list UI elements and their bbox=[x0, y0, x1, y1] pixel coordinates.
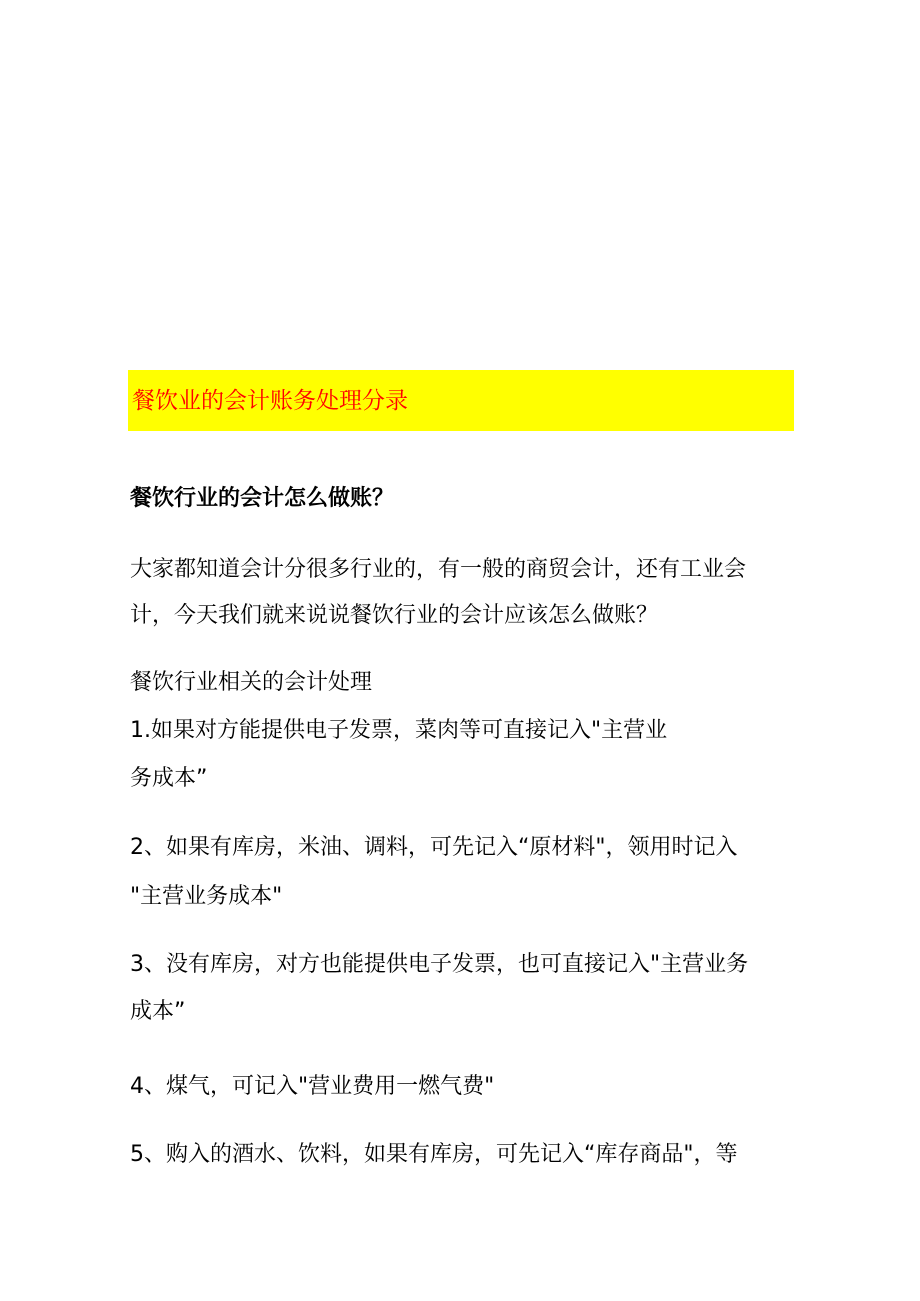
intro-line-2: 计，今天我们就来说说餐饮行业的会计应该怎么做账？ bbox=[130, 603, 659, 628]
section-label: 餐饮行业相关的会计处理 bbox=[130, 670, 373, 695]
item-4-line-1: 4、煤气，可记入"营业费用一燃气费" bbox=[130, 1074, 495, 1099]
article-heading: 餐饮行业的会计怎么做账？ bbox=[130, 486, 395, 511]
item-3-line-1: 3、没有库房，对方也能提供电子发票，也可直接记入"主营业务 bbox=[130, 952, 749, 977]
intro-line-1: 大家都知道会计分很多行业的，有一般的商贸会计，还有工业会 bbox=[130, 557, 747, 582]
item-5-line-1: 5、购入的酒水、饮料，如果有库房，可先记入“库存商品"，等 bbox=[130, 1142, 738, 1167]
item-3-line-2: 成本” bbox=[130, 999, 186, 1024]
item-1-line-2: 务成本” bbox=[130, 766, 208, 791]
item-2-line-2: "主营业务成本" bbox=[130, 884, 283, 909]
item-1-line-1: 1.如果对方能提供电子发票，菜肉等可直接记入"主营业 bbox=[130, 718, 668, 743]
title-banner bbox=[128, 370, 794, 431]
item-2-line-1: 2、如果有库房，米油、调料，可先记入“原材料"，领用时记入 bbox=[130, 835, 738, 860]
banner-title: 餐饮业的会计账务处理分录 bbox=[132, 388, 408, 414]
